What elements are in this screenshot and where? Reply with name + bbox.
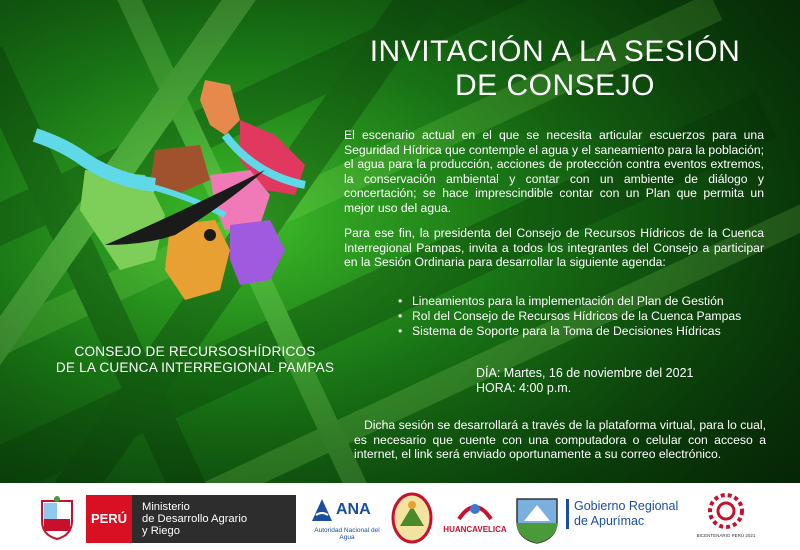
apurimac-bar-icon: [566, 499, 569, 529]
invitation-paragraph: Para ese fin, la presidenta del Consejo de Recursos Hídricos de la Cuenca Interregional Pampas, invita a todos los integrantes del Consejo a participar en la Sesión Ordinaria para desarrollar la siguiente agenda:: [344, 226, 764, 270]
council-name: [40, 344, 350, 376]
municipal-shield-icon: [514, 493, 560, 545]
ana-subtitle: Autoridad Nacional del Agua: [314, 527, 380, 541]
gobierno-line-2: de Apurímac: [574, 514, 645, 528]
title-line-1: INVITACIÓN A LA SESIÓN: [369, 35, 741, 68]
schedule-block: [476, 366, 693, 396]
title-line-2: DE CONSEJO: [454, 69, 656, 102]
agenda-item: • Lineamientos para la implementación del Plan de Gestión: [398, 294, 778, 309]
intro-paragraph: El escenario actual en el que se necesita articular escuerzos para una Seguridad Hídrica que contemple el agua y el saneamiento para la población; el agua para la producción, acciones de protección contra eventos extremos, la conservación ambiental y contar con un ambiente de diálogo y concertación; se hace imprescindible contar con un Plan que permita un mejor uso del agua.: [344, 128, 764, 215]
ana-wave-icon: [310, 497, 334, 523]
ministry-line-3: y Riego: [142, 525, 180, 537]
ana-logo: [306, 495, 386, 543]
council-name-line-1: CONSEJO DE RECURSOSHÍDRICOS: [74, 344, 316, 359]
schedule-day: DÍA: Martes, 16 de noviembre del 2021: [476, 366, 694, 380]
schedule-hour: HORA: 4:00 p.m.: [476, 381, 572, 395]
bicentenario-label: BICENTENARIO PERÚ 2021: [696, 533, 756, 538]
virtual-session-paragraph: Dicha sesión se desarrollará a través de la plataforma virtual, para lo cual, es necesario que cuente con una computadora o celular con acceso a internet, el link será enviado oportunamente a su correo electrónico.: [354, 418, 766, 462]
peru-label: PERÚ: [86, 495, 132, 543]
agenda-list: [398, 294, 778, 339]
huancavelica-label: HUANCAVELICA: [443, 525, 507, 534]
regional-seal-icon: [390, 491, 434, 545]
gobierno-regional-apurimac-logo: [566, 497, 686, 537]
ana-label: ANA: [336, 501, 371, 518]
ministry-line-2: de Desarrollo Agrario: [142, 513, 248, 525]
basin-map-illustration: [25, 75, 325, 305]
invitation-title: [330, 35, 780, 103]
bicentenario-logo: [696, 491, 756, 547]
sponsor-logos-footer: [0, 483, 800, 550]
council-name-line-2: DE LA CUENCA INTERREGIONAL PAMPAS: [55, 360, 335, 375]
ministry-logo: [86, 495, 296, 543]
ministry-line-1: Ministerio: [142, 501, 190, 513]
bicentenario-emblem-icon: [706, 491, 746, 531]
peru-coat-of-arms-icon: [38, 495, 76, 541]
huancavelica-logo: [440, 495, 510, 543]
agenda-item: • Rol del Consejo de Recursos Hídricos de la Cuenca Pampas: [398, 309, 778, 324]
ministry-name: [142, 501, 247, 537]
agenda-item: • Sistema de Soporte para la Toma de Decisiones Hídricas: [398, 324, 778, 339]
huancavelica-emblem-icon: [455, 495, 495, 523]
gobierno-line-1: Gobierno Regional: [574, 499, 679, 513]
